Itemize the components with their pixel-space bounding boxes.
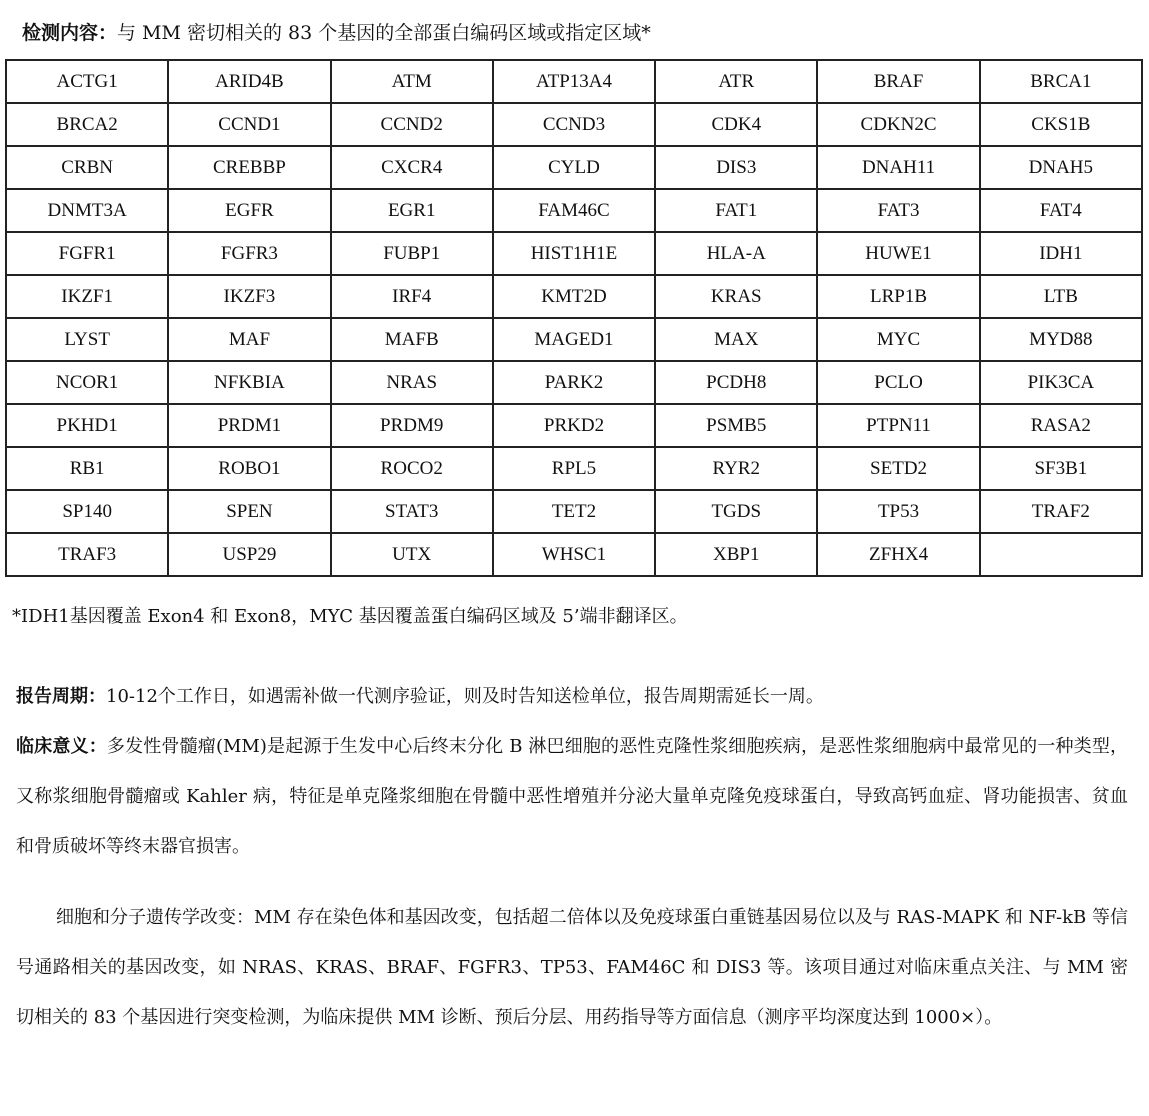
gene-cell: PARK2: [493, 361, 655, 404]
gene-cell: TP53: [817, 490, 979, 533]
gene-cell: PRKD2: [493, 404, 655, 447]
table-row: [6, 361, 1142, 404]
report-period-text: 10-12个工作日，如遇需补做一代测序验证，则及时告知送检单位，报告周期需延长一周。: [106, 686, 824, 707]
gene-cell: MAGED1: [493, 318, 655, 361]
gene-cell: CCND2: [331, 103, 493, 146]
table-row: [6, 490, 1142, 533]
detection-content-text: 与 MM 密切相关的 83 个基因的全部蛋白编码区域或指定区域*: [117, 22, 651, 44]
gene-cell: PTPN11: [817, 404, 979, 447]
gene-cell: FAM46C: [493, 189, 655, 232]
gene-cell: RPL5: [493, 447, 655, 490]
gene-cell: DNAH5: [980, 146, 1142, 189]
gene-cell: ATR: [655, 60, 817, 103]
gene-cell: PCLO: [817, 361, 979, 404]
detection-content-label: 检测内容：: [22, 22, 118, 44]
gene-cell: RYR2: [655, 447, 817, 490]
gene-cell: SF3B1: [980, 447, 1142, 490]
gene-cell: CYLD: [493, 146, 655, 189]
gene-table-body: [6, 60, 1142, 576]
gene-cell: HUWE1: [817, 232, 979, 275]
gene-cell: CCND1: [168, 103, 330, 146]
table-row: [6, 318, 1142, 361]
gene-cell: MAFB: [331, 318, 493, 361]
table-row: [6, 275, 1142, 318]
gene-cell: FGFR1: [6, 232, 168, 275]
clinical-significance-label: 临床意义：: [16, 736, 107, 757]
gene-cell: BRCA1: [980, 60, 1142, 103]
gene-cell: ZFHX4: [817, 533, 979, 576]
table-row: [6, 189, 1142, 232]
gene-cell: PKHD1: [6, 404, 168, 447]
gene-cell: PRDM1: [168, 404, 330, 447]
gene-cell: LRP1B: [817, 275, 979, 318]
gene-cell: TRAF2: [980, 490, 1142, 533]
footnote: *IDH1基因覆盖 Exon4 和 Exon8，MYC 基因覆盖蛋白编码区域及 5’端非翻译区。: [12, 606, 688, 627]
report-period-paragraph: [16, 672, 1128, 722]
gene-cell: SPEN: [168, 490, 330, 533]
report-period-label: 报告周期：: [16, 686, 106, 707]
gene-cell: CRBN: [6, 146, 168, 189]
clinical-significance-paragraph: [16, 722, 1128, 872]
gene-cell: FUBP1: [331, 232, 493, 275]
gene-cell: HLA-A: [655, 232, 817, 275]
gene-cell: ROBO1: [168, 447, 330, 490]
table-row: [6, 103, 1142, 146]
gene-cell: EGR1: [331, 189, 493, 232]
gene-cell: MYC: [817, 318, 979, 361]
gene-cell: ARID4B: [168, 60, 330, 103]
gene-cell: TGDS: [655, 490, 817, 533]
gene-cell: BRCA2: [6, 103, 168, 146]
gene-cell: MYD88: [980, 318, 1142, 361]
gene-cell: KMT2D: [493, 275, 655, 318]
gene-cell: IRF4: [331, 275, 493, 318]
gene-cell: NRAS: [331, 361, 493, 404]
gene-table: [5, 59, 1143, 577]
gene-cell: PIK3CA: [980, 361, 1142, 404]
gene-cell: FAT3: [817, 189, 979, 232]
gene-cell: CKS1B: [980, 103, 1142, 146]
gene-cell: RASA2: [980, 404, 1142, 447]
table-row: [6, 533, 1142, 576]
gene-cell: NCOR1: [6, 361, 168, 404]
gene-cell: CXCR4: [331, 146, 493, 189]
gene-cell: LYST: [6, 318, 168, 361]
gene-cell: KRAS: [655, 275, 817, 318]
gene-cell: PSMB5: [655, 404, 817, 447]
gene-cell: SETD2: [817, 447, 979, 490]
gene-cell: USP29: [168, 533, 330, 576]
gene-cell: FGFR3: [168, 232, 330, 275]
clinical-significance-text: 多发性骨髓瘤(MM)是起源于生发中心后终末分化 B 淋巴细胞的恶性克隆性浆细胞疾病，是恶性浆细胞病中最常见的一种类型，又称浆细胞骨髓瘤或 Kahler 病，特征是单克隆浆细胞在骨髓中恶性增殖并分泌大量单克隆免疫球蛋白，导致高钙血症、肾功能损害、贫血和骨质破坏等终末器官损害。: [16, 736, 1129, 857]
gene-cell: RB1: [6, 447, 168, 490]
gene-cell: MAX: [655, 318, 817, 361]
gene-cell: DIS3: [655, 146, 817, 189]
gene-cell: IDH1: [980, 232, 1142, 275]
gene-cell: IKZF3: [168, 275, 330, 318]
gene-cell: UTX: [331, 533, 493, 576]
gene-cell: PRDM9: [331, 404, 493, 447]
gene-cell: WHSC1: [493, 533, 655, 576]
gene-cell: TET2: [493, 490, 655, 533]
gene-cell: SP140: [6, 490, 168, 533]
gene-cell: ATP13A4: [493, 60, 655, 103]
table-row: [6, 232, 1142, 275]
gene-cell: PCDH8: [655, 361, 817, 404]
gene-cell: FAT4: [980, 189, 1142, 232]
gene-cell: FAT1: [655, 189, 817, 232]
gene-cell: ROCO2: [331, 447, 493, 490]
gene-cell: EGFR: [168, 189, 330, 232]
gene-cell: DNAH11: [817, 146, 979, 189]
detection-content-heading: [22, 20, 651, 46]
gene-cell: LTB: [980, 275, 1142, 318]
table-row: [6, 404, 1142, 447]
gene-cell: CREBBP: [168, 146, 330, 189]
gene-cell: IKZF1: [6, 275, 168, 318]
gene-cell: CDK4: [655, 103, 817, 146]
gene-cell: ACTG1: [6, 60, 168, 103]
gene-cell: DNMT3A: [6, 189, 168, 232]
gene-cell: BRAF: [817, 60, 979, 103]
gene-cell: STAT3: [331, 490, 493, 533]
table-row: [6, 146, 1142, 189]
gene-cell: HIST1H1E: [493, 232, 655, 275]
gene-cell: CCND3: [493, 103, 655, 146]
table-row: [6, 447, 1142, 490]
gene-cell: [980, 533, 1142, 576]
gene-cell: MAF: [168, 318, 330, 361]
genetics-paragraph: 细胞和分子遗传学改变：MM 存在染色体和基因改变，包括超二倍体以及免疫球蛋白重链基因易位以及与 RAS-MAPK 和 NF-kB 等信号通路相关的基因改变，如 NRAS、KRAS、BRAF、FGFR3、TP53、FAM46C 和 DIS3 等。该项目通过对临床重点关注、与 MM 密切相关的 83 个基因进行突变检测，为临床提供 MM 诊断、预后分层、用药指导等方面信息（测序平均深度达到 1000×）。: [16, 907, 1128, 1028]
gene-cell: XBP1: [655, 533, 817, 576]
gene-cell: TRAF3: [6, 533, 168, 576]
gene-cell: CDKN2C: [817, 103, 979, 146]
gene-cell: NFKBIA: [168, 361, 330, 404]
table-row: [6, 60, 1142, 103]
gene-cell: ATM: [331, 60, 493, 103]
